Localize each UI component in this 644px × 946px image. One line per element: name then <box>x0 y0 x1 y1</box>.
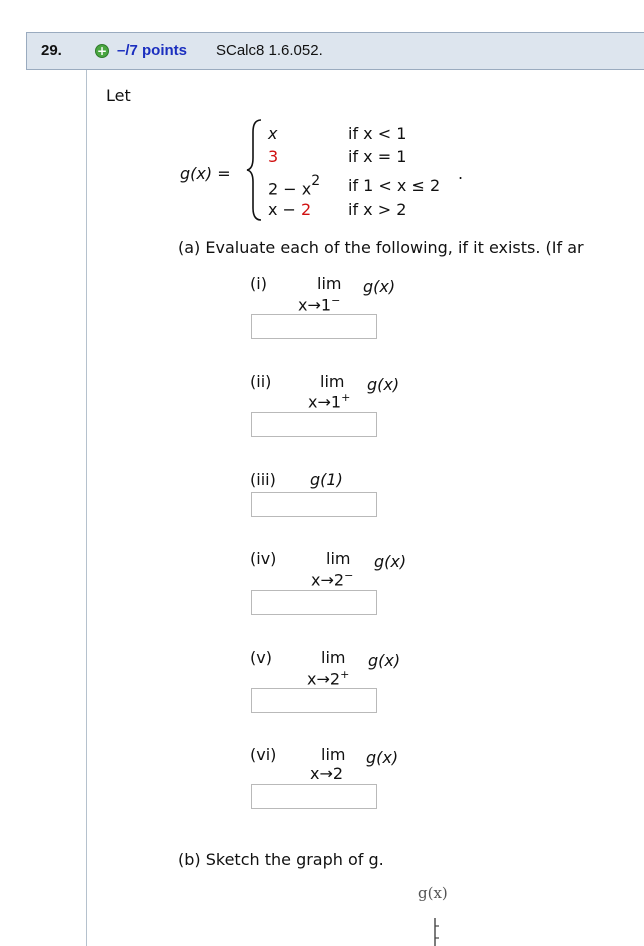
item-iv-subscript: x→2− <box>311 569 354 590</box>
item-vi-lim: lim <box>321 745 346 764</box>
item-ii-subscript: x→1+ <box>308 391 351 412</box>
graph-y-axis-label: g(x) <box>418 884 448 902</box>
case-3-condition: if 1 < x ≤ 2 <box>348 176 441 195</box>
item-i-lim: lim <box>317 274 342 293</box>
case-3-expression: $2 - x^2$ <box>268 173 321 199</box>
item-v-label: (v) <box>250 648 272 667</box>
answer-input-i[interactable] <box>251 314 377 339</box>
item-iv-function: g(x) <box>374 552 407 571</box>
case-4-expression: x − 2 <box>268 200 312 219</box>
case-1-expression: x <box>268 124 278 143</box>
definition-period: . <box>458 164 464 183</box>
answer-input-iii[interactable] <box>251 492 377 517</box>
item-v-function: g(x) <box>368 651 401 670</box>
item-ii-lim: lim <box>320 372 345 391</box>
item-vi-subscript: x→2 <box>310 764 344 783</box>
graph-y-axis <box>433 918 443 946</box>
item-i-label: (i) <box>250 274 267 293</box>
case-4-condition: if x > 2 <box>348 200 407 219</box>
item-ii-function: g(x) <box>367 375 400 394</box>
intro-text: Let <box>106 86 131 105</box>
item-v-subscript: x→2+ <box>307 668 350 689</box>
part-a-prompt: (a) Evaluate each of the following, if it exists. (If ar <box>178 238 584 257</box>
expand-plus-icon[interactable]: + <box>96 44 108 58</box>
answer-input-v[interactable] <box>251 688 377 713</box>
function-definition-label: g(x) = <box>180 164 231 183</box>
item-vi-function: g(x) <box>366 748 399 767</box>
item-iv-label: (iv) <box>250 549 277 568</box>
answer-input-vi[interactable] <box>251 784 377 809</box>
case-2-condition: if x = 1 <box>348 147 407 166</box>
points-link[interactable]: –/7 points <box>117 42 188 59</box>
item-iv-lim: lim <box>326 549 351 568</box>
problem-code: SCalc8 1.6.052. <box>216 42 323 59</box>
question-header <box>26 32 644 70</box>
answer-input-ii[interactable] <box>251 412 377 437</box>
part-b-prompt: (b) Sketch the graph of g. <box>178 850 384 869</box>
item-iii-function: g(1) <box>310 470 343 489</box>
case-1-condition: if x < 1 <box>348 124 407 143</box>
question-number: 29. <box>41 42 62 59</box>
item-i-function: g(x) <box>363 277 396 296</box>
left-brace-icon <box>246 118 262 222</box>
item-i-subscript: x→1− <box>298 294 341 315</box>
item-ii-label: (ii) <box>250 372 272 391</box>
item-v-lim: lim <box>321 648 346 667</box>
answer-input-iv[interactable] <box>251 590 377 615</box>
item-vi-label: (vi) <box>250 745 277 764</box>
content-left-border <box>86 70 87 946</box>
case-2-expression: 3 <box>268 147 279 166</box>
item-iii-label: (iii) <box>250 470 276 489</box>
